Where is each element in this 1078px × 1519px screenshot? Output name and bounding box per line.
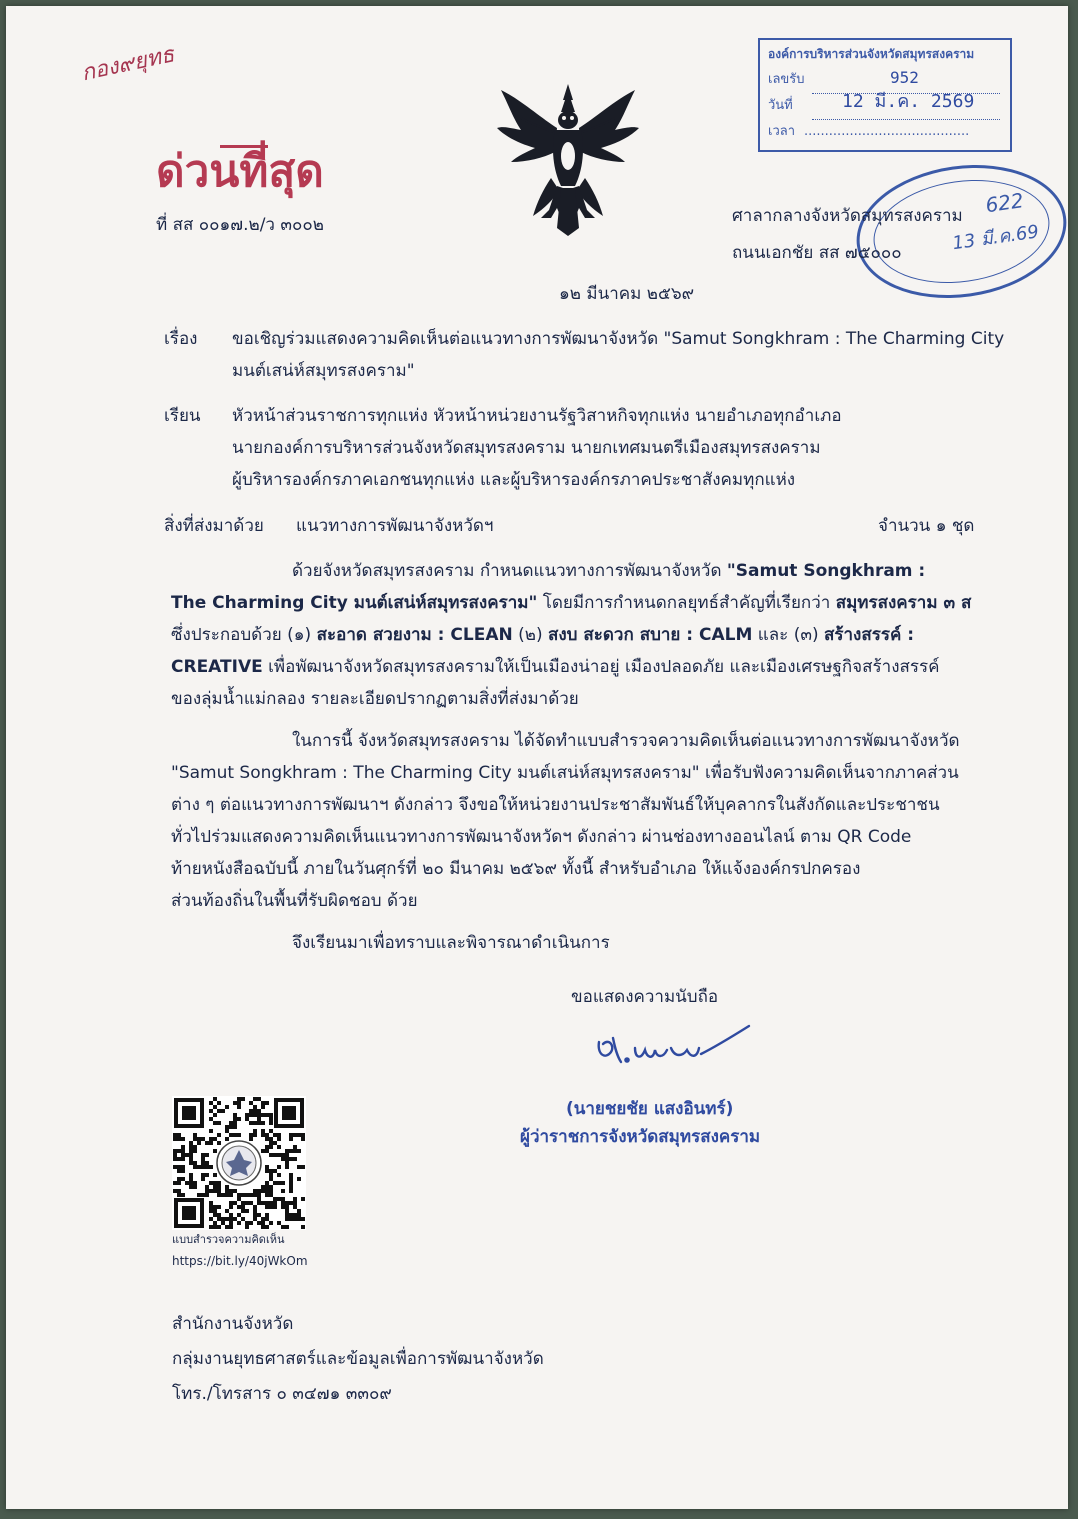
document-date: ๑๒ มีนาคม ๒๕๖๙ (559, 284, 695, 304)
p1-text: (๒) (512, 625, 548, 645)
p1-bold: CREATIVE (171, 657, 263, 677)
p1-bold: สมุทรสงคราม ๓ ส (835, 593, 972, 613)
paragraph-2-line-3: ต่าง ๆ ต่อแนวทางการพัฒนาฯ ดังกล่าว จึงขอให้หน่วยงานประชาสัมพันธ์ให้บุคลากรในสังกัดและประชาชน (171, 795, 940, 815)
footer-phone: โทร./โทรสาร ๐ ๓๔๗๑ ๓๓๐๙ (172, 1384, 392, 1404)
handwritten-note: กอง๙ยุทธ (79, 42, 177, 87)
p1-text: โดยมีการกำหนดกลยุทธ์สำคัญที่เรียกว่า (537, 593, 836, 613)
paragraph-1-line-3 (171, 620, 914, 650)
recipient-line-2: นายกองค์การบริหารส่วนจังหวัดสมุทรสงคราม นายกเทศมนตรีเมืองสมุทรสงคราม (232, 438, 821, 458)
paragraph-1-line-4 (171, 652, 940, 682)
enclosure-label: สิ่งที่ส่งมาด้วย (164, 516, 264, 536)
recipient-label: เรียน (164, 406, 201, 426)
subject-line-2: มนต์เสน่ห์สมุทรสงคราม" (232, 361, 415, 381)
p1-text: และ (๓) (752, 625, 824, 645)
p1-bold: สงบ สะดวก สบาย : CALM (548, 625, 753, 645)
paragraph-2-line-1: ในการนี้ จังหวัดสมุทรสงคราม ได้จัดทำแบบสำรวจความคิดเห็นต่อแนวทางการพัฒนาจังหวัด (292, 731, 960, 751)
document-reference-number: ที่ สส ๐๐๑๗.๒/ว ๓๐๐๒ (156, 215, 324, 235)
recipient-line-3: ผู้บริหารองค์กรภาคเอกชนทุกแห่ง และผู้บริหารองค์กรภาคประชาสังคมทุกแห่ง (232, 470, 796, 490)
round-receipt-stamp (848, 152, 1068, 311)
paragraph-2-line-5: ท้ายหนังสือฉบับนี้ ภายในวันศุกร์ที่ ๒๐ มีนาคม ๒๕๖๙ ทั้งนี้ สำหรับอำเภอ ให้แจ้งองค์กรปกครอง (171, 859, 861, 879)
closing-regards: ขอแสดงความนับถือ (571, 987, 719, 1007)
p1-text: ซึ่งประกอบด้วย (๑) (171, 625, 317, 645)
enclosure-item: แนวทางการพัฒนาจังหวัดฯ (296, 516, 494, 536)
recipient-line-1: หัวหน้าส่วนราชการทุกแห่ง หัวหน้าหน่วยงานรัฐวิสาหกิจทุกแห่ง นายอำเภอทุกอำเภอ (232, 406, 842, 426)
enclosure-quantity: จำนวน ๑ ชุด (878, 516, 975, 536)
receipt-date-label: วันที่ (768, 98, 793, 113)
paragraph-1-line-2 (171, 588, 971, 618)
paragraph-1-line-5: ของลุ่มน้ำแม่กลอง รายละเอียดปรากฏตามสิ่งที่ส่งมาด้วย (171, 689, 579, 709)
paragraph-2-line-6: ส่วนท้องถิ่นในพื้นที่รับผิดชอบ ด้วย (171, 891, 418, 911)
round-stamp-number: 622 (983, 188, 1026, 218)
receipt-number-label: เลขรับ (768, 72, 805, 87)
document-page (6, 6, 1068, 1509)
receipt-number-value: 952 (890, 68, 919, 87)
address-line-1: ศาลากลางจังหวัดสมุทรสงคราม (732, 206, 963, 226)
footer-office: สำนักงานจังหวัด (172, 1314, 294, 1334)
receipt-time-value: ........................................ (804, 124, 970, 139)
survey-qr-code[interactable] (172, 1096, 306, 1230)
address-line-2: ถนนเอกชัย สส ๗๕๐๐๐ (732, 243, 902, 263)
p1-text: ด้วยจังหวัดสมุทรสงคราม กำหนดแนวทางการพัฒนาจังหวัด (292, 561, 727, 581)
round-stamp-date: 13 มี.ค.69 (951, 221, 1041, 255)
signatory-name: (นายชยชัย แสงอินทร์) (566, 1099, 734, 1119)
signatory-title: ผู้ว่าราชการจังหวัดสมุทรสงคราม (520, 1127, 761, 1147)
p1-bold: "Samut Songkhram : (726, 561, 926, 581)
receipt-time-label: เวลา (768, 124, 796, 139)
garuda-emblem-icon (491, 78, 646, 240)
receipt-date-value: 12 มี.ค. 2569 (842, 91, 975, 112)
handwritten-signature (591, 1018, 761, 1078)
subject-line-1: ขอเชิญร่วมแสดงความคิดเห็นต่อแนวทางการพัฒนาจังหวัด "Samut Songkhram : The Charming City (232, 329, 1005, 349)
p1-text: เพื่อพัฒนาจังหวัดสมุทรสงครามให้เป็นเมืองน่าอยู่ เมืองปลอดภัย และเมืองเศรษฐกิจสร้างสรรค์ (262, 657, 940, 677)
urgency-marker: ด่วนที่สุด (156, 146, 324, 197)
paragraph-2-line-2: "Samut Songkhram : The Charming City มนต์เสน่ห์สมุทรสงคราม" เพื่อรับฟังความคิดเห็นจากภาคส่วน (171, 763, 959, 783)
paragraph-1-line-1 (292, 556, 925, 586)
paragraph-2-line-4: ทั่วไปร่วมแสดงความคิดเห็นแนวทางการพัฒนาจังหวัดฯ ดังกล่าว ผ่านช่องทางออนไลน์ ตาม QR Code (171, 827, 912, 847)
p1-bold: The Charming City มนต์เสน่ห์สมุทรสงคราม" (171, 593, 538, 613)
receipt-stamp-org: องค์การบริหารส่วนจังหวัดสมุทรสงคราม (768, 47, 975, 61)
p1-bold: สะอาด สวยงาม : CLEAN (316, 625, 513, 645)
footer-group: กลุ่มงานยุทธศาสตร์และข้อมูลเพื่อการพัฒนาจังหวัด (172, 1349, 544, 1369)
qr-url-link[interactable]: https://bit.ly/40jWkOm (172, 1254, 308, 1268)
closing-request: จึงเรียนมาเพื่อทราบและพิจารณาดำเนินการ (292, 933, 610, 953)
qr-caption: แบบสำรวจความคิดเห็น (172, 1233, 285, 1246)
subject-label: เรื่อง (164, 329, 198, 349)
receipt-stamp (758, 38, 1012, 152)
p1-bold: สร้างสรรค์ : (824, 625, 915, 645)
